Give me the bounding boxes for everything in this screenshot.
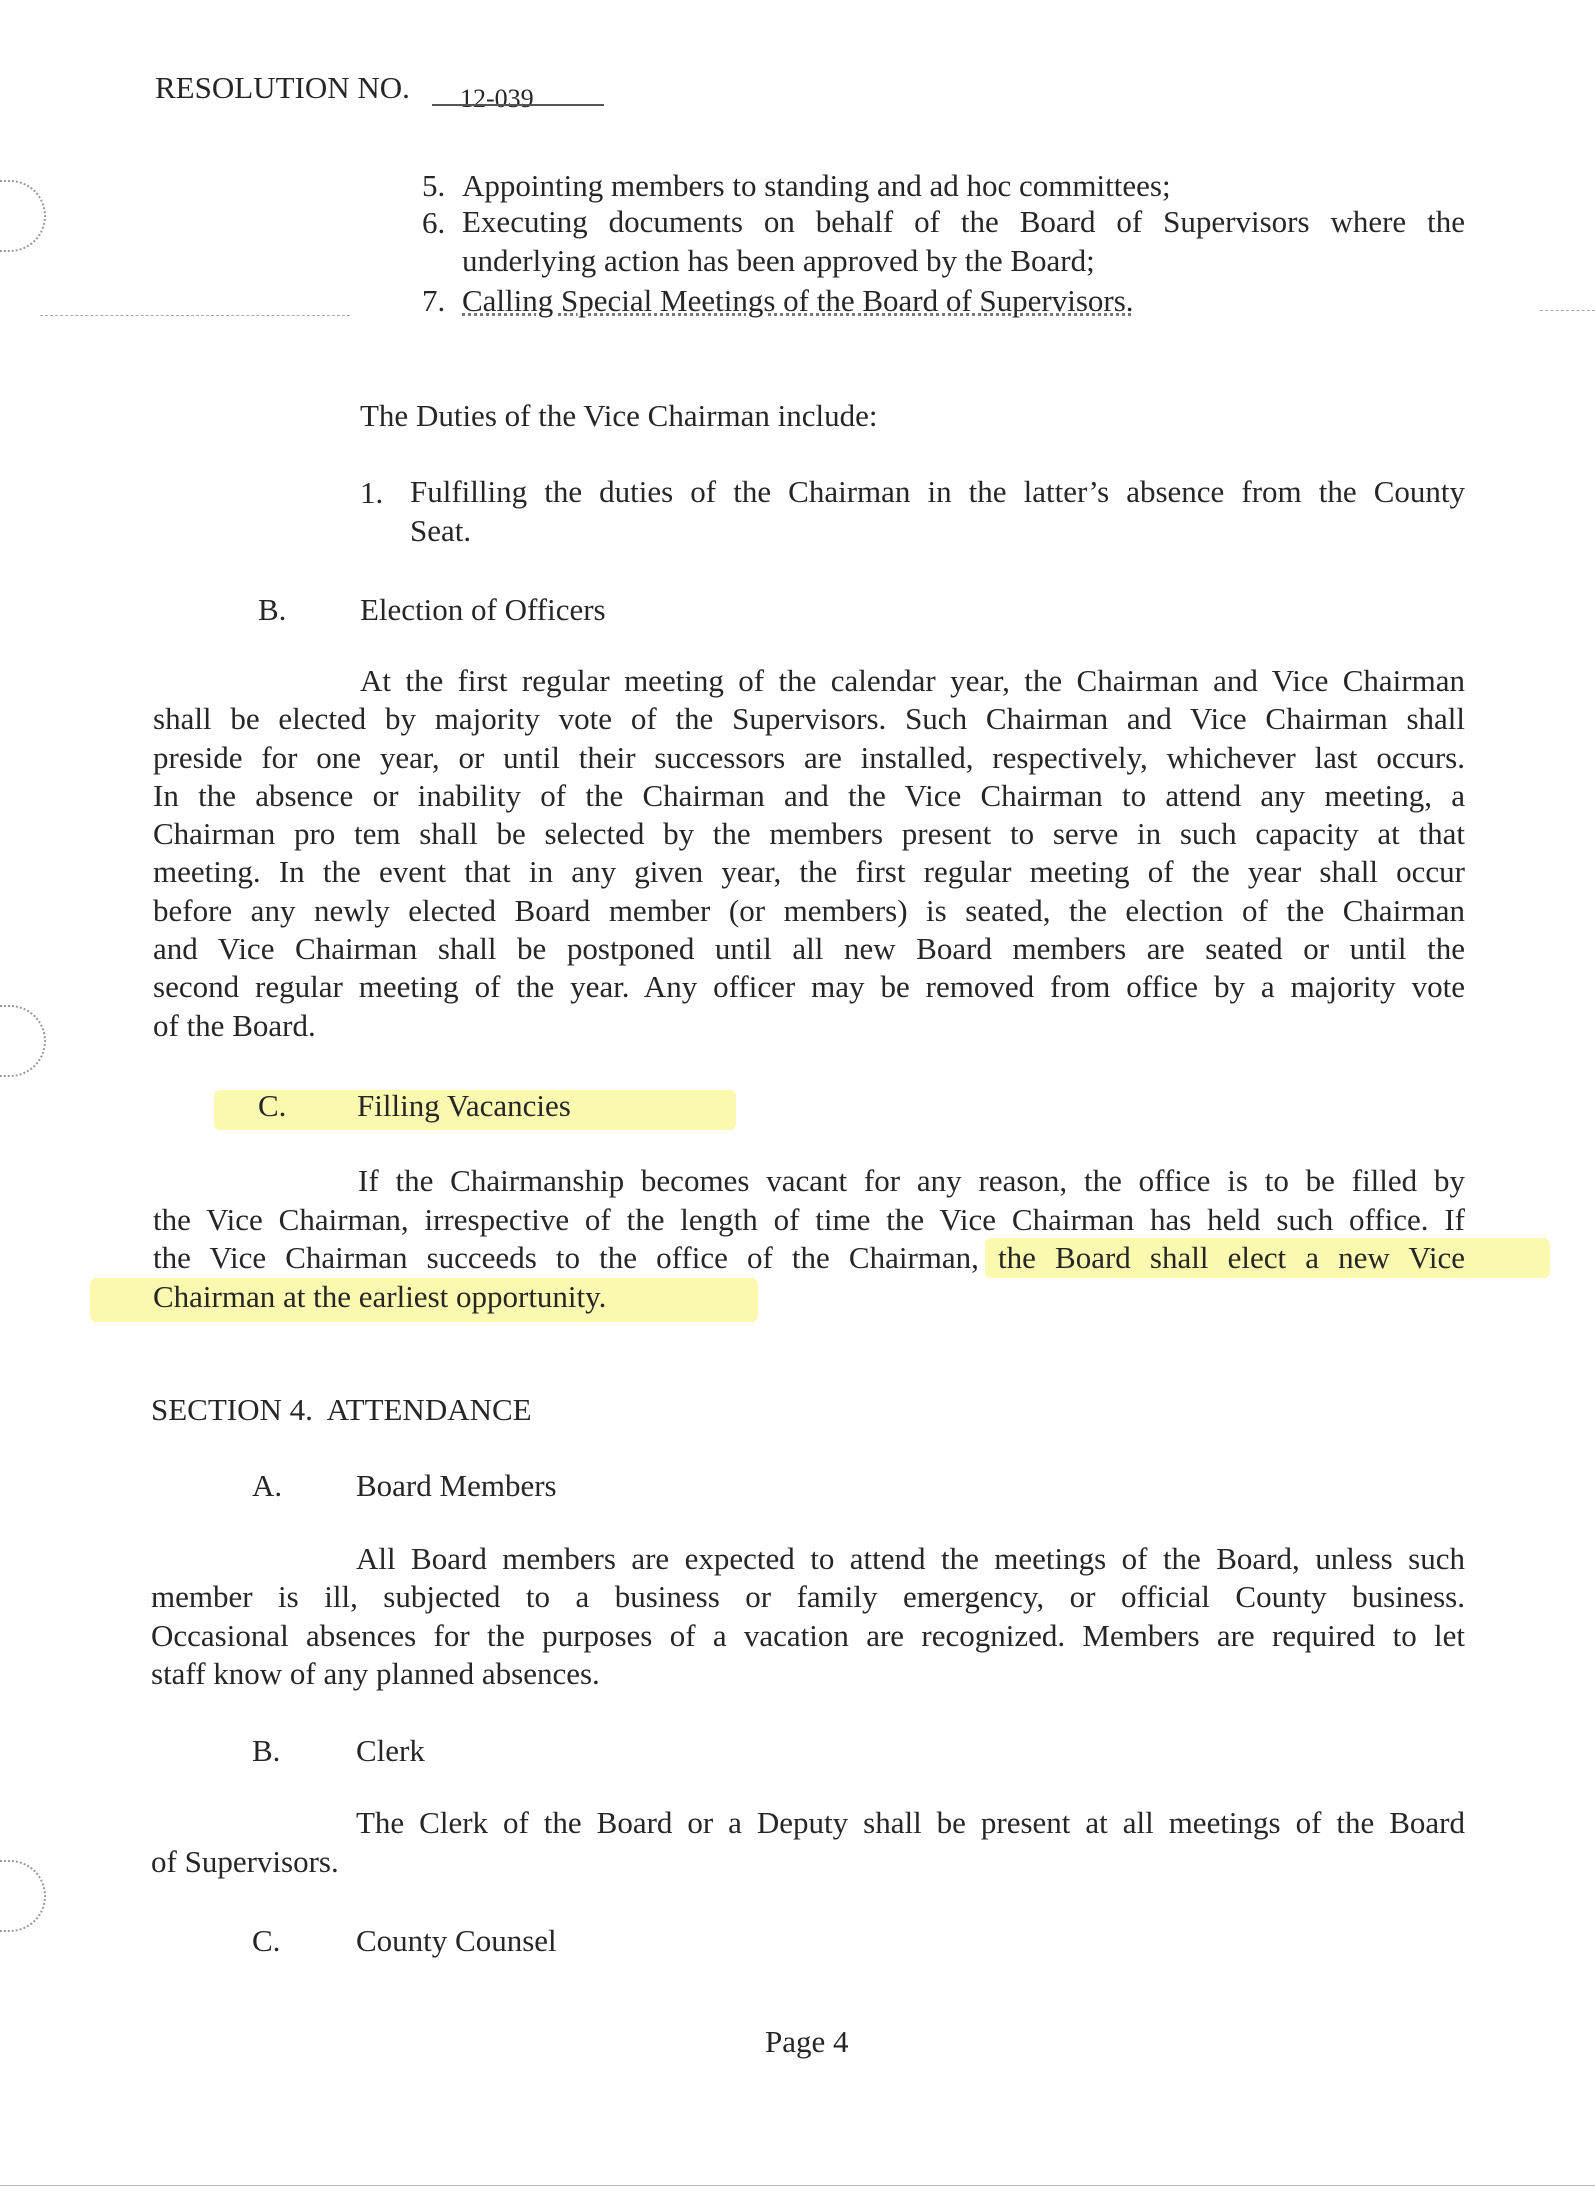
section-c-line-1: If the Chairmanship becomes vacant for any reason, the office is to be filled by bbox=[358, 1163, 1465, 1198]
section-4b-letter: B. bbox=[252, 1733, 281, 1768]
section-c-line-3: the Vice Chairman succeeds to the office of the Chairman, the Board shall elect a new Vice bbox=[153, 1240, 1465, 1275]
scan-artifact-line-left bbox=[40, 315, 350, 316]
section-4b-title: Clerk bbox=[356, 1733, 425, 1768]
section-4a-paragraph bbox=[151, 1540, 1465, 1693]
section-4c-title: County Counsel bbox=[356, 1923, 557, 1958]
binder-hole-top bbox=[0, 180, 46, 252]
vice-duty-1-number: 1. bbox=[360, 475, 384, 510]
resolution-label: RESOLUTION NO. bbox=[155, 70, 410, 105]
vice-chairman-intro: The Duties of the Vice Chairman include: bbox=[360, 398, 878, 433]
section-b-line-8: and Vice Chairman shall be postponed until all new Board members are seated or until the bbox=[153, 931, 1465, 967]
section-4b-line-2: of Supervisors. bbox=[151, 1844, 339, 1879]
section-4b-paragraph bbox=[151, 1803, 1465, 1881]
duty-7-text: Calling Special Meetings of the Board of Supervisors. bbox=[462, 283, 1134, 318]
section-b-line-9: second regular meeting of the year. Any officer may be removed from office by a majority vote bbox=[153, 969, 1465, 1005]
section-c-line-4: Chairman at the earliest opportunity. bbox=[153, 1278, 607, 1314]
resolution-number: 12-039 bbox=[460, 84, 534, 113]
section-b-line-6: meeting. In the event that in any given year, the first regular meeting of the year shall occur bbox=[153, 854, 1465, 890]
section-c-title: Filling Vacancies bbox=[357, 1088, 571, 1123]
binder-hole-middle bbox=[0, 1005, 46, 1077]
section-b-line-5: Chairman pro tem shall be selected by the members present to serve in such capacity at that bbox=[153, 816, 1465, 852]
section-4a-title: Board Members bbox=[356, 1468, 557, 1503]
duty-5-number: 5. bbox=[422, 168, 446, 203]
duty-5-text: Appointing members to standing and ad hoc committees; bbox=[462, 168, 1171, 203]
section-4a-line-2: member is ill, subjected to a business or family emergency, or official County business. bbox=[151, 1579, 1465, 1615]
vice-duty-1-line2: Seat. bbox=[410, 513, 472, 548]
section-b-line-1: At the first regular meeting of the calendar year, the Chairman and Vice Chairman bbox=[360, 663, 1465, 698]
section-4a-line-3: Occasional absences for the purposes of a vacation are recognized. Members are required to let bbox=[151, 1617, 1465, 1653]
section-b-letter: B. bbox=[258, 592, 287, 627]
resolution-number-underline bbox=[432, 104, 604, 106]
duty-6-line1: Executing documents on behalf of the Board of Supervisors where the bbox=[462, 204, 1465, 239]
section-4a-line-4: staff know of any planned absences. bbox=[151, 1655, 600, 1691]
section-4c-letter: C. bbox=[252, 1923, 281, 1958]
duty-7-number: 7. bbox=[422, 283, 446, 318]
binder-hole-bottom bbox=[0, 1860, 46, 1932]
section-b-line-7: before any newly elected Board member (or members) is seated, the election of the Chairman bbox=[153, 892, 1465, 928]
section-4b-line-1: The Clerk of the Board or a Deputy shall be present at all meetings of the Board bbox=[356, 1805, 1465, 1840]
vice-duty-1-line1: Fulfilling the duties of the Chairman in the latter’s absence from the County bbox=[410, 474, 1465, 509]
section-c-line-2: the Vice Chairman, irrespective of the length of time the Vice Chairman has held such office. If bbox=[153, 1201, 1465, 1237]
section-b-line-10: of the Board. bbox=[153, 1007, 316, 1043]
duty-6-number: 6. bbox=[422, 205, 446, 240]
section-4a-line-1: All Board members are expected to attend the meetings of the Board, unless such bbox=[356, 1541, 1465, 1576]
section-b-line-2: shall be elected by majority vote of the Supervisors. Such Chairman and Vice Chairman shall bbox=[153, 701, 1465, 737]
section-b-title: Election of Officers bbox=[360, 592, 606, 627]
duty-6-line2: underlying action has been approved by the Board; bbox=[462, 243, 1095, 278]
scan-artifact-line-right bbox=[1540, 310, 1595, 311]
page-number: Page 4 bbox=[765, 2024, 849, 2059]
section-b-line-4: In the absence or inability of the Chairman and the Vice Chairman to attend any meeting, a bbox=[153, 777, 1465, 813]
section-b-paragraph bbox=[153, 662, 1465, 1045]
section-c-letter: C. bbox=[258, 1088, 287, 1123]
section-c-paragraph bbox=[153, 1162, 1465, 1316]
section-4-heading: SECTION 4. ATTENDANCE bbox=[151, 1392, 532, 1427]
scan-bottom-edge bbox=[0, 2185, 1595, 2186]
section-b-line-3: preside for one year, or until their successors are installed, respectively, whichever last occurs. bbox=[153, 739, 1465, 775]
section-4a-letter: A. bbox=[252, 1468, 283, 1503]
